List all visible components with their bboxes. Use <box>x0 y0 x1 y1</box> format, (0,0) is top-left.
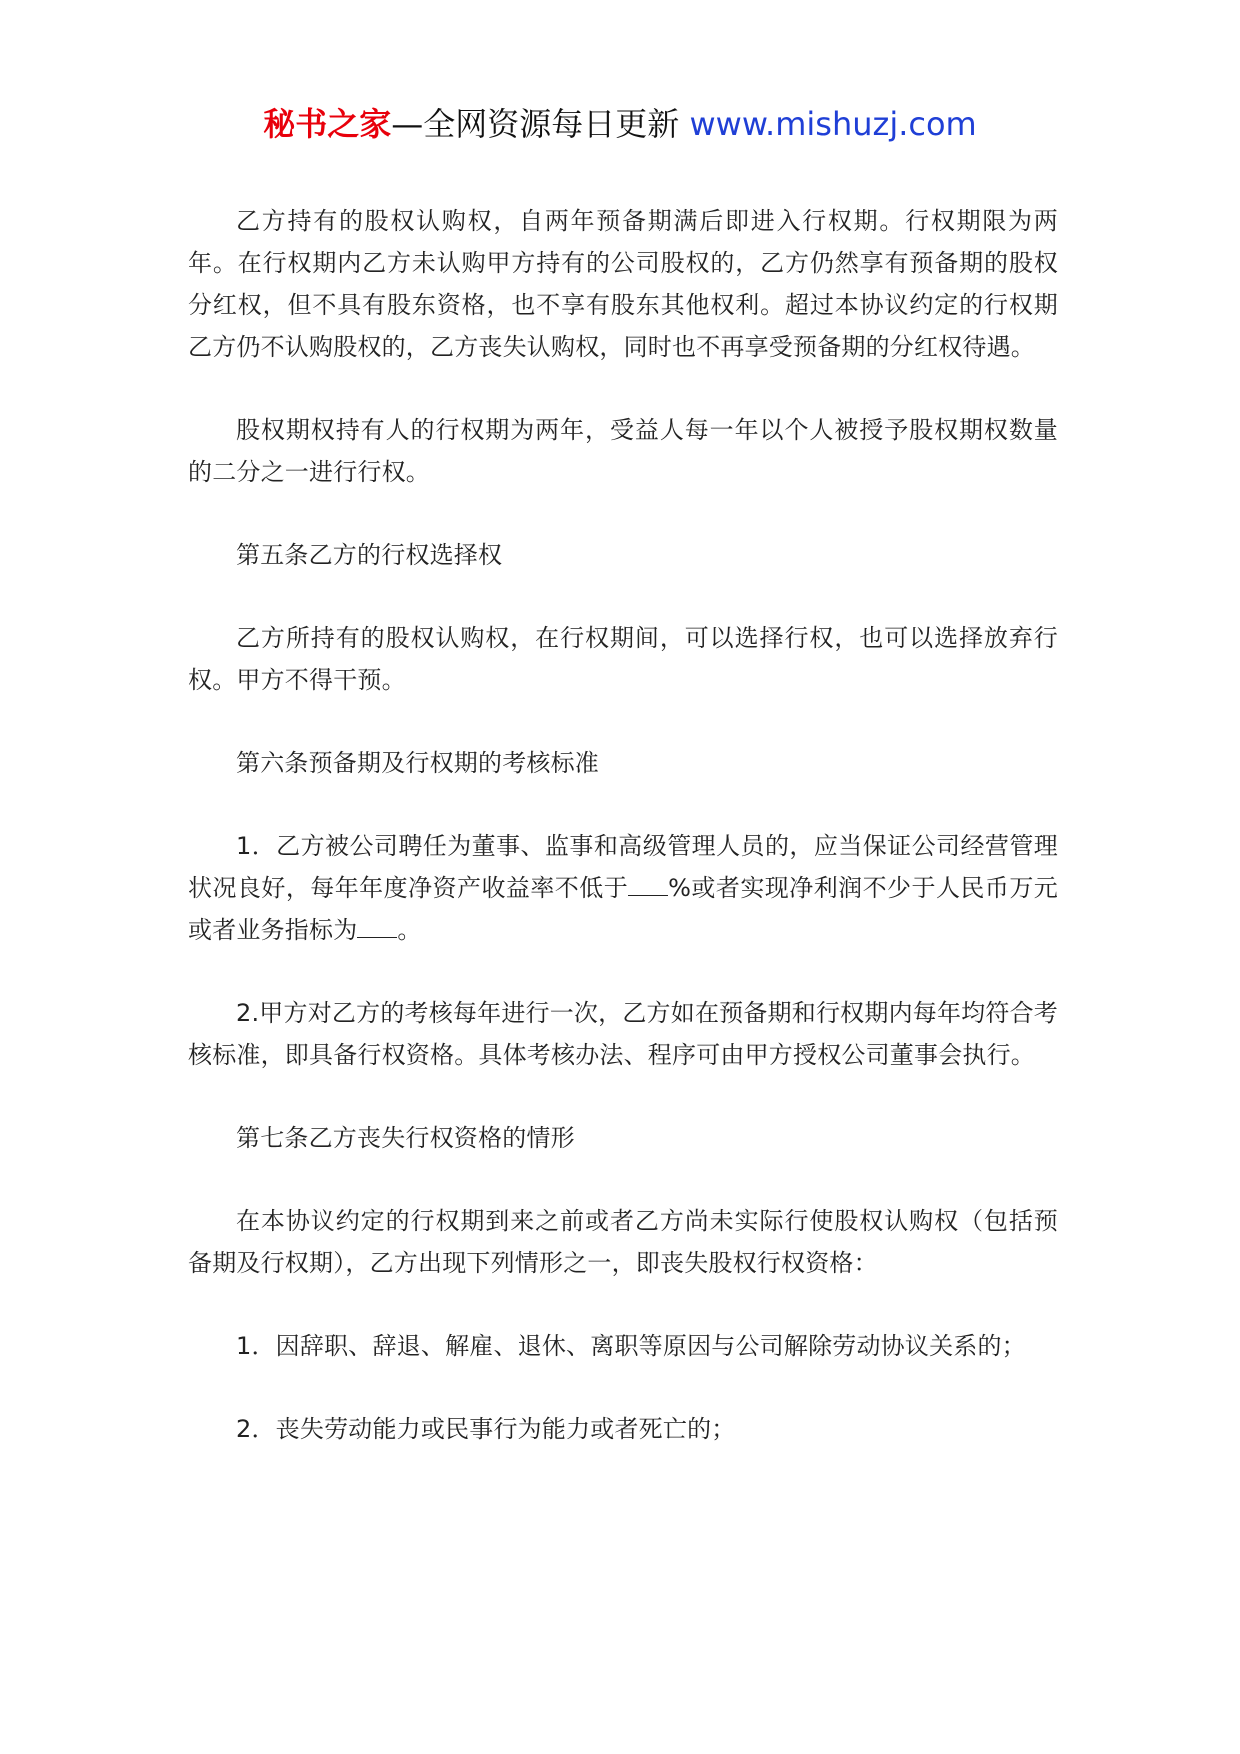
paragraph-clause-2: 2.甲方对乙方的考核每年进行一次，乙方如在预备期和行权期内每年均符合考核标准，即具备行权资格。具体考核办法、程序可由甲方授权公司董事会执行。 <box>188 999 1058 1069</box>
clause-1-text-c: 。 <box>397 916 422 944</box>
heading-article-7: 第七条乙方丧失行权资格的情形 <box>236 1124 575 1152</box>
clause-1-text-b: %或者实现净利润不少于人民币万元或者业务指标为 <box>188 874 1058 944</box>
paragraph-exercise-choice: 乙方所持有的股权认购权，在行权期间，可以选择行权，也可以选择放弃行权。甲方不得干预。 <box>188 624 1058 694</box>
paragraph-option-holder: 股权期权持有人的行权期为两年，受益人每一年以个人被授予股权期权数量的二分之一进行行权。 <box>188 416 1058 486</box>
document-body <box>188 200 1058 1491</box>
clause-1-text-a: 1．乙方被公司聘任为董事、监事和高级管理人员的，应当保证公司经营管理状况良好，每年年度净资产收益率不低于 <box>188 832 1058 902</box>
heading-article-5: 第五条乙方的行权选择权 <box>236 541 503 569</box>
paragraph-exercise-period: 乙方持有的股权认购权，自两年预备期满后即进入行权期。行权期限为两年。在行权期内乙方未认购甲方持有的公司股权的，乙方仍然享有预备期的股权分红权，但不具有股东资格，也不享有股东其他权利。超过本协议约定的行权期乙方仍不认购股权的，乙方丧失认购权，同时也不再享受预备期的分红权待遇。 <box>188 207 1058 361</box>
fill-blank <box>357 913 397 938</box>
paragraph-condition-1: 1．因辞职、辞退、解雇、退休、离职等原因与公司解除劳动协议关系的； <box>236 1332 1026 1360</box>
website-url[interactable]: www.mishuzj.com <box>689 105 977 143</box>
header-tagline: —全网资源每日更新 <box>391 105 690 143</box>
paragraph-loss-conditions: 在本协议约定的行权期到来之前或者乙方尚未实际行使股权认购权（包括预备期及行权期），乙方出现下列情形之一，即丧失股权行权资格： <box>188 1207 1058 1277</box>
paragraph-clause-1 <box>188 825 1058 951</box>
page-header <box>0 100 1240 148</box>
fill-blank <box>628 871 668 896</box>
paragraph-condition-2: 2．丧失劳动能力或民事行为能力或者死亡的； <box>236 1415 736 1443</box>
brand-name: 秘书之家 <box>263 105 392 143</box>
heading-article-6: 第六条预备期及行权期的考核标准 <box>236 749 599 777</box>
